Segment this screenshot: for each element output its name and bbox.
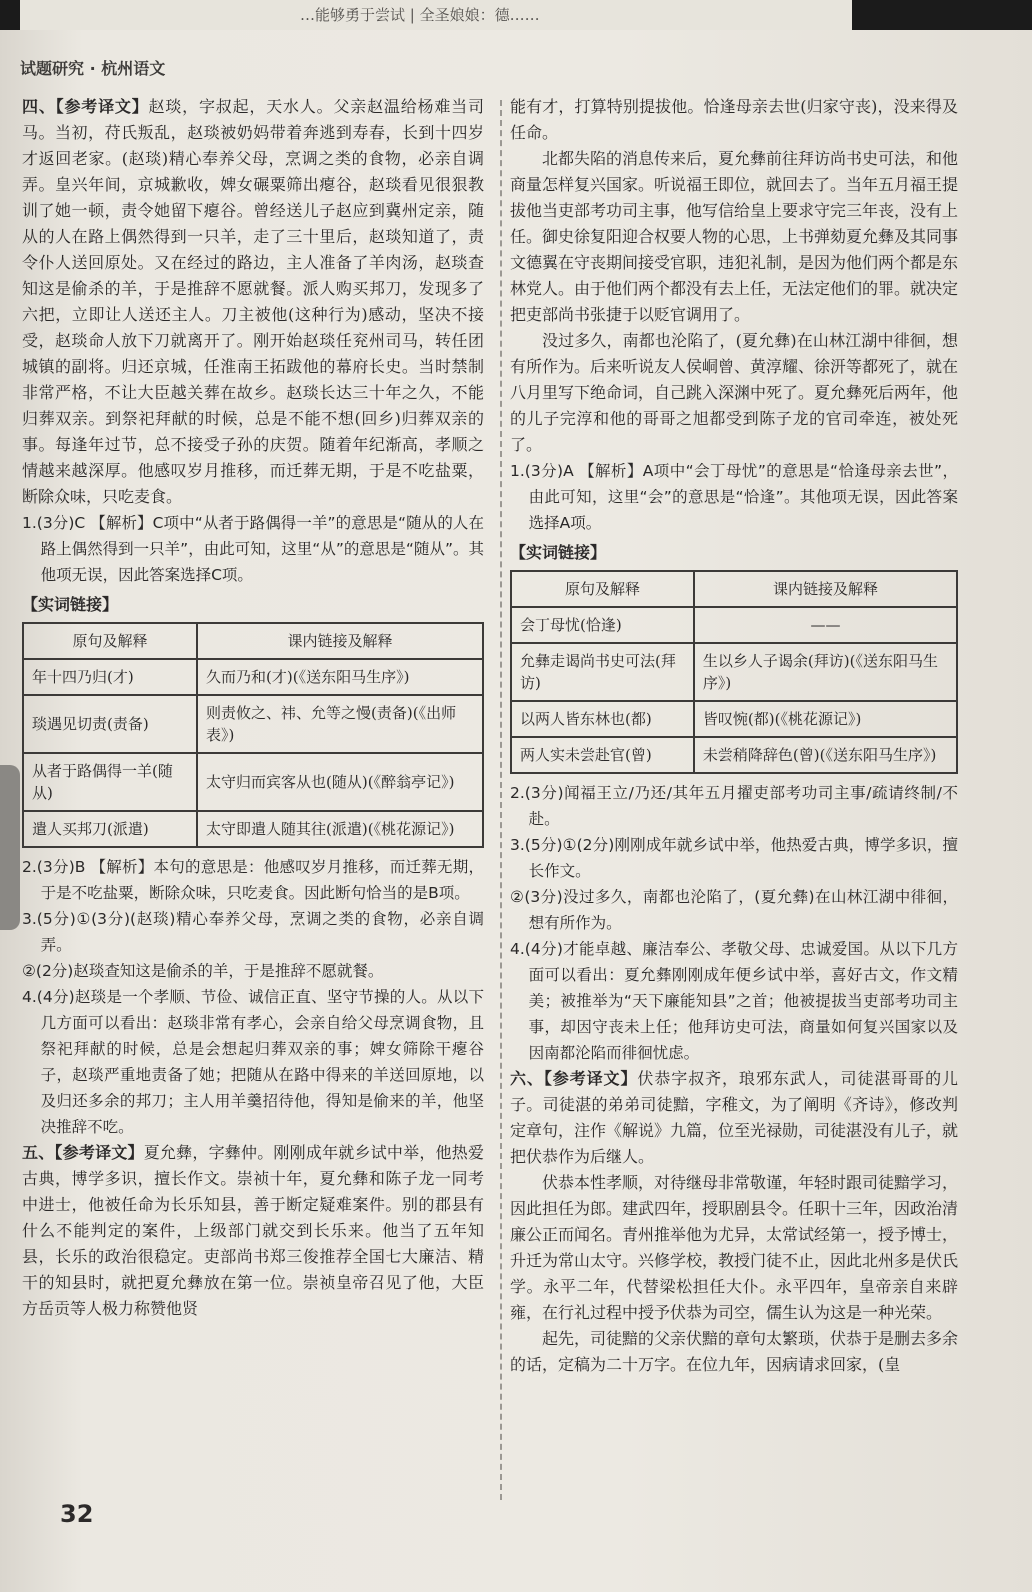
right-answer-3b: ②(3分)没过多久，南都也沦陷了，(夏允彝)在山林江湖中徘徊，想有所作为。	[510, 888, 958, 932]
top-banner-text: …能够勇于尝试 | 全圣娘娘：德……	[300, 6, 540, 24]
left-answer-3b: ②(2分)赵琰查知这是偷杀的羊，于是推辞不愿就餐。	[22, 962, 384, 980]
left-shici-table	[22, 622, 484, 848]
section-5-continued: 能有才，打算特别提拔他。恰逢母亲去世(归家守丧)，没来得及任命。	[510, 97, 958, 142]
section-5-paragraph-3: 没过多久，南都也沦陷了，(夏允彝)在山林江湖中徘徊，想有所作为。后来听说友人侯峒曾、黄淳耀、徐汧等都死了，就在八月里写下绝命词，自己跳入深渊中死了。夏允彝死后两年，他的儿子完淳和他的哥哥之旭都受到陈子龙的官司牵连，被处死了。	[510, 331, 959, 454]
section-6-paragraph-2: 伏恭本性孝顺，对待继母非常敬谨，年轻时跟司徒黯学习，因此担任为郎。建武四年，授职剧县令。任职十三年，因政治清廉公正而闻名。青州推举他为尤异，太常试经第一，授予博士，升迁为常山太守。兴修学校，教授门徒不止，因此北州多是伏氏学。永平二年，代替梁松担任大仆。永平四年，皇帝亲自来辟雍，在行礼过程中授予伏恭为司空，儒生认为这是一种光荣。	[510, 1173, 959, 1322]
table-header-row: 原句及解释 课内链接及解释	[23, 623, 483, 659]
section-5-paragraph-2: 北都失陷的消息传来后，夏允彝前往拜访尚书史可法，和他商量怎样复兴国家。听说福王即位，就回去了。当年五月福王提拔他当吏部考功司主事，他写信给皇上要求守完三年丧，没有上任。御史徐复阳迎合权要人物的心思，上书弹劾夏允彝及其同事文德翼在守丧期间接受官职，违犯礼制，是因为他们两个都是东林党人。由于他们两个都没有去上任，无法定他们的罪。就决定把吏部尚书张捷于以贬官调用了。	[510, 149, 959, 324]
section-6-translation: 六、【参考译文】伏恭字叔齐，琅邪东武人，司徒湛哥哥的儿子。司徒湛的弟弟司徒黯，字稚文，为了阐明《齐诗》，修改判定章句，注作《解说》九篇，位至光禄勋，司徒湛没有儿子，就把伏恭作为后继人。	[510, 1069, 959, 1166]
left-shici-label: 【实词链接】	[22, 595, 119, 614]
right-answer-4: 4.(4分)才能卓越、廉洁奉公、孝敬父母、忠诚爱国。从以下几方面可以看出：夏允彝刚刚成年便乡试中举，喜好古文，作文精美；被推举为“天下廉能知县”之首；他被提拔当吏部考功司主事，却因守丧未上任；他拜访史可法，商量如何复兴国家以及因南都沦陷而徘徊忧虑。	[510, 940, 958, 1062]
right-answer-2: 2.(3分)闻福王立/乃还/其年五月擢吏部考功司主事/疏请终制/不赴。	[510, 784, 958, 828]
side-tab	[0, 765, 20, 930]
left-answer-1: 1.(3分)C 【解析】C项中“从者于路偶得一羊”的意思是“随从的人在路上偶然得到一只羊”，由此可知，这里“从”的意思是“随从”。其他项无误，因此答案选择C项。	[22, 514, 484, 584]
left-answer-4: 4.(4分)赵琰是一个孝顺、节俭、诚信正直、坚守节操的人。从以下几方面可以看出：赵琰非常有孝心，会亲自给父母烹调食物，且祭祀拜献的时候，总是会想起归葬双亲的事；婢女筛除干瘪谷子，赵琰严重地责备了她；把随从在路中得来的羊送回原地，以及归还多余的邦刀；主人用羊羹招待他，得知是偷来的羊，他坚决推辞不吃。	[22, 988, 484, 1136]
section-6-paragraph-3: 起先，司徒黯的父亲伏黯的章句太繁琐，伏恭于是删去多余的话，定稿为二十万字。在位九年，因病请求回家，(皇	[510, 1329, 959, 1374]
left-answer-2: 2.(3分)B 【解析】本句的意思是：他感叹岁月推移，而迁葬无期，于是不吃盐粟，断除众味，只吃麦食。因此断句恰当的是B项。	[22, 858, 484, 902]
right-column	[510, 94, 958, 1378]
left-answer-3: 3.(5分)①(3分)(赵琰)精心奉养父母，烹调之类的食物，必亲自调弄。	[22, 910, 484, 954]
running-head: 试题研究 · 杭州语文	[20, 59, 166, 78]
table-header-row: 原句及解释 课内链接及解释	[511, 571, 957, 607]
column-divider	[500, 100, 502, 1500]
left-column	[22, 94, 484, 1322]
page-number: 32	[60, 1500, 94, 1528]
section-5-translation: 五、【参考译文】夏允彝，字彝仲。刚刚成年就乡试中举，他热爱古典，博学多识，擅长作文。崇祯十年，夏允彝和陈子龙一同考中进士，他被任命为长乐知县，善于断定疑难案件。别的郡县有什么不能判定的案件，上级部门就交到长乐来。他当了五年知县，长乐的政治很稳定。吏部尚书郑三俊推荐全国七大廉洁、精干的知县时，就把夏允彝放在第一位。崇祯皇帝召见了他，大臣方岳贡等人极力称赞他贤	[22, 1143, 484, 1318]
right-shici-label: 【实词链接】	[510, 543, 607, 562]
table-row: 以两人皆东林也(都) 皆叹惋(都)(《桃花源记》)	[511, 701, 957, 737]
table-row: 琰遇见切责(责备) 则责攸之、祎、允等之慢(责备)(《出师表》)	[23, 695, 483, 753]
table-row: 遣人买邦刀(派遣) 太守即遣人随其往(派遣)(《桃花源记》)	[23, 811, 483, 847]
table-row: 会丁母忧(恰逢) ——	[511, 607, 957, 643]
section-4-translation: 四、【参考译文】赵琰，字叔起，天水人。父亲赵温给杨难当司马。当初，苻氏叛乱，赵琰被奶妈带着奔逃到寿春，长到十四岁才返回老家。(赵琰)精心奉养父母，烹调之类的食物，必亲自调弄。皇兴年间，京城歉收，婢女碾粟筛出瘪谷，赵琰看见很狠教训了她一顿，责令她留下瘪谷。曾经送儿子赵应到冀州定亲，随从的人在路上偶然得到一只羊，走了三十里后，赵琰知道了，责令仆人送回原处。又在经过的路边，主人准备了羊肉汤，赵琰查知这是偷杀的羊，于是推辞不愿就餐。派人购买邦刀，发现多了六把，立即让人送还主人。刀主被他(这种行为)感动，坚决不接受，赵琰命人放下刀就离开了。刚开始赵琰任兖州司马，转任团城镇的副将。归还京城，任淮南王拓跋他的幕府长史。当时禁制非常严格，不让大臣越关葬在故乡。赵琰长达三十年之久，不能归葬双亲。到祭祀拜献的时候，总是不能不想(回乡)归葬双亲的事。每逢年过节，总不接受子孙的庆贺。随着年纪渐高，孝顺之情越来越深厚。他感叹岁月推移，而迁葬无期，于是不吃盐粟，断除众味，只吃麦食。	[22, 97, 484, 506]
table-row: 从者于路偶得一羊(随从) 太守归而宾客从也(随从)(《醉翁亭记》)	[23, 753, 483, 811]
right-shici-table	[510, 570, 958, 774]
right-answer-3: 3.(5分)①(2分)刚刚成年就乡试中举，他热爱古典，博学多识，擅长作文。	[510, 836, 958, 880]
table-row: 年十四乃归(才) 久而乃和(才)(《送东阳马生序》)	[23, 659, 483, 695]
right-answer-1: 1.(3分)A 【解析】A项中“会丁母忧”的意思是“恰逢母亲去世”，由此可知，这里“会”的意思是“恰逢”。其他项无误，因此答案选择A项。	[510, 462, 958, 532]
table-row: 两人实未尝赴官(曾) 未尝稍降辞色(曾)(《送东阳马生序》)	[511, 737, 957, 773]
table-row: 允彝走谒尚书史可法(拜访) 生以乡人子谒余(拜访)(《送东阳马生序》)	[511, 643, 957, 701]
